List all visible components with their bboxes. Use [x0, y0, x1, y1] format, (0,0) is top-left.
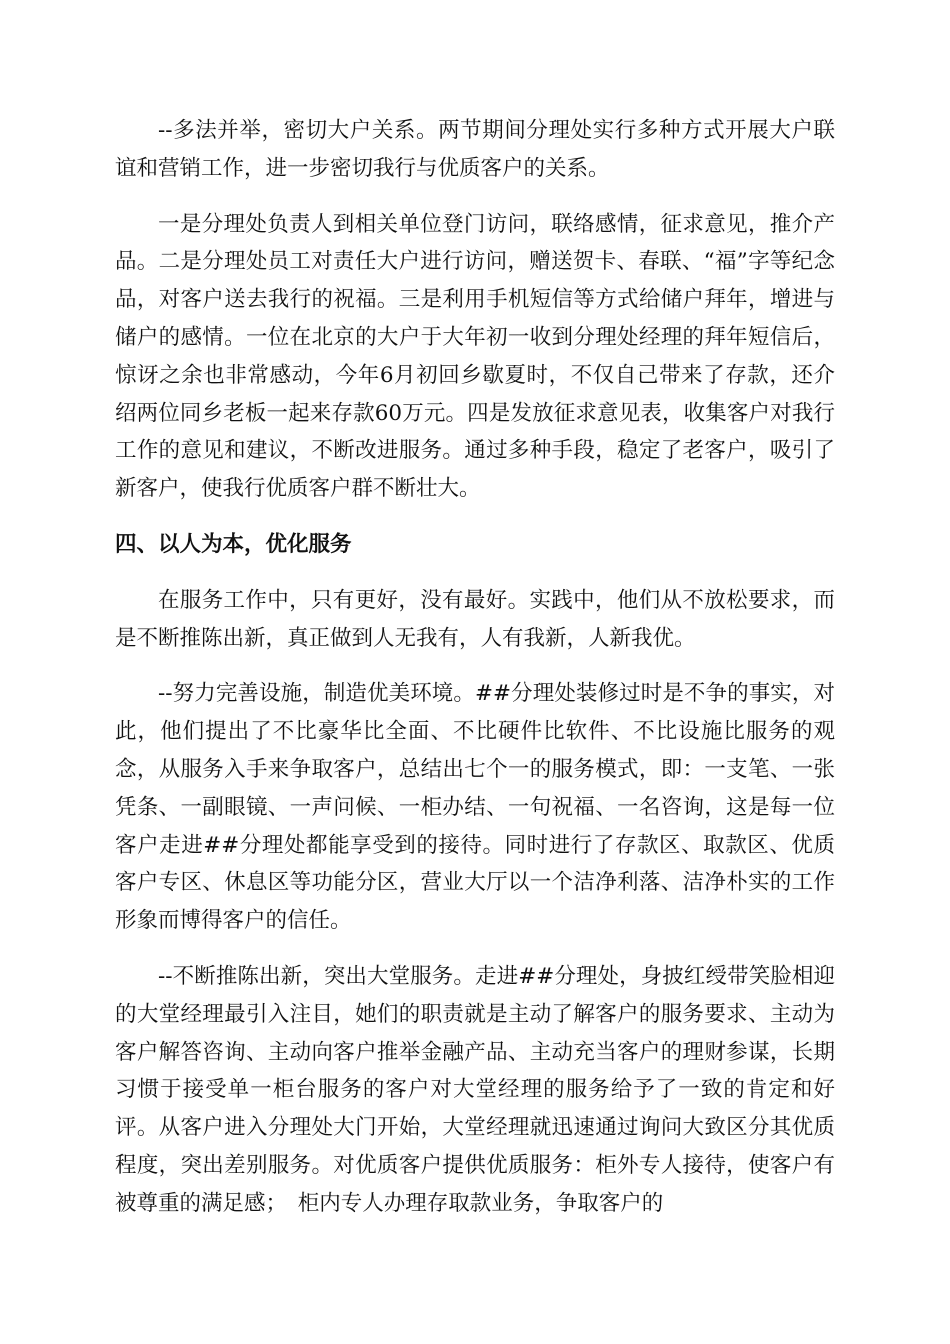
paragraph-service-intro: 在服务工作中，只有更好，没有最好。实践中，他们从不放松要求，而是不断推陈出新，真正做到人无我有，人有我新，人新我优。: [115, 587, 835, 651]
paragraph-facilities: --努力完善设施，制造优美环境。##分理处装修过时是不争的事实，对此，他们提出了不比豪华比全面、不比硬件比软件、不比设施比服务的观念，从服务入手来争取客户，总结出七个一的服务模式，即：一支笔、一张凭条、一副眼镜、一声问候、一柜办结、一句祝福、一名咨询，这是每一位客户走进##分理处都能享受到的接待。同时进行了存款区、取款区、优质客户专区、休息区等功能分区，营业大厅以一个洁净利落、洁净朴实的工作形象而博得客户的信任。: [115, 681, 835, 934]
document-page: [115, 112, 835, 1241]
paragraph-lobby-service: --不断推陈出新，突出大堂服务。走进##分理处，身披红绶带笑脸相迎的大堂经理最引入注目，她们的职责就是主动了解客户的服务要求、主动为客户解答咨询、主动向客户推举金融产品、主动充当客户的理财参谋，长期习惯于接受单一柜台服务的客户对大堂经理的服务给予了一致的肯定和好评。从客户进入分理处大门开始，大堂经理就迅速通过询问大致区分其优质程度，突出差别服务。对优质客户提供优质服务：柜外专人接待，使客户有被尊重的满足感； 柜内专人办理存取款业务，争取客户的: [115, 963, 835, 1216]
paragraph-vip-relations: --多法并举，密切大户关系。两节期间分理处实行多种方式开展大户联谊和营销工作，进一步密切我行与优质客户的关系。: [115, 118, 835, 181]
paragraph-outreach-measures: 一是分理处负责人到相关单位登门访问，联络感情，征求意见，推介产品。二是分理处员工对责任大户进行访问，赠送贺卡、春联、“福”字等纪念品，对客户送去我行的祝福。三是利用手机短信等方式给储户拜年，增进与储户的感情。一位在北京的大户于大年初一收到分理处经理的拜年短信后，惊讶之余也非常感动，今年6月初回乡歇夏时，不仅自己带来了存款，还介绍两位同乡老板一起来存款60万元。四是发放征求意见表，收集客户对我行工作的意见和建议，不断改进服务。通过多种手段，稳定了老客户，吸引了新客户，使我行优质客户群不断壮大。: [115, 211, 835, 502]
section-heading: 四、以人为本，优化服务: [115, 531, 352, 557]
